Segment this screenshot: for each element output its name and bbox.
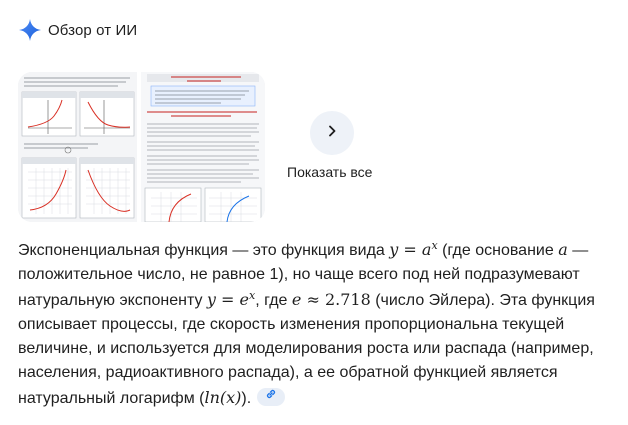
chevron-right-icon xyxy=(325,124,339,143)
ai-overview-header xyxy=(18,18,137,42)
source-thumbnail-2[interactable] xyxy=(141,72,265,222)
ai-overview-title: Обзор от ИИ xyxy=(48,21,138,39)
answer-text: — положительное число, не равное 1), но чаще всего под ней подразумевают натуральную экспоненту xyxy=(18,242,589,309)
show-all-button[interactable] xyxy=(310,111,354,155)
answer-text: ). xyxy=(241,389,252,407)
source-thumbnails xyxy=(18,72,265,222)
show-all-label[interactable]: Показать все xyxy=(287,164,373,180)
link-icon xyxy=(265,384,277,408)
answer-text: (где основание xyxy=(437,242,559,259)
source-link-button[interactable] xyxy=(257,388,285,406)
answer-text: (число Эйлера). Эта функция описывает процессы, где скорость изменения пропорциональна текущей величине, и используется для моделирования роста или распада (например, населения, радиоактивного распада), а ее обратной функцией является натуральный логарифм ( xyxy=(18,291,595,407)
answer-text: Экспоненциальная функция — это функция вида xyxy=(18,242,390,259)
formula-y-e-x: $y = e^x$ xyxy=(206,288,256,309)
formula-a: a xyxy=(558,240,568,259)
source-thumbnail-1[interactable] xyxy=(18,72,137,222)
ai-answer-text xyxy=(18,238,616,411)
formula-e-approx: e ≈ 2.718 xyxy=(291,289,371,309)
answer-text: , где xyxy=(255,291,292,309)
formula-ln-x: ln(x) xyxy=(204,387,242,407)
ai-sparkle-icon xyxy=(18,18,42,42)
formula-y-a-x: $y = a^x$ xyxy=(389,239,438,259)
